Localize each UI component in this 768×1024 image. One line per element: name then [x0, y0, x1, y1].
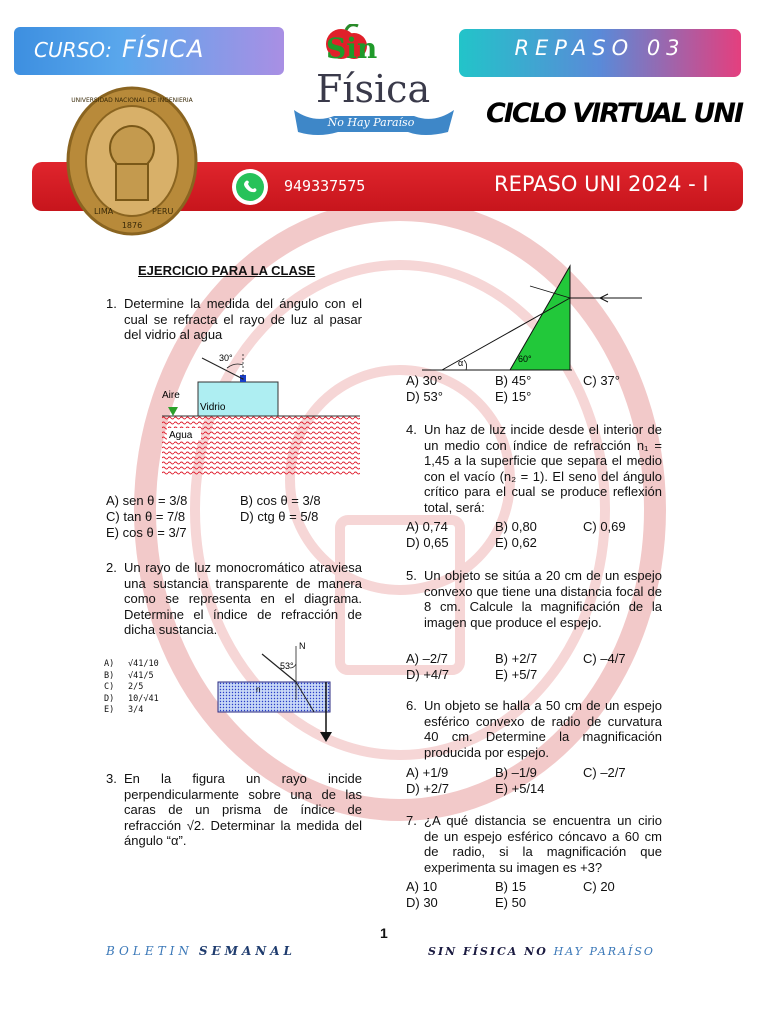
- option-e[interactable]: E) 3/4: [104, 705, 144, 715]
- option-a[interactable]: A) sen θ = 3/8: [106, 493, 188, 508]
- option-a[interactable]: A) –2/7: [406, 651, 448, 666]
- footer-slogan-1: SIN FÍSICA NO: [428, 945, 548, 958]
- fig3-angle: 60°: [518, 354, 532, 364]
- option-b[interactable]: B) +2/7: [495, 651, 538, 666]
- option-e[interactable]: E) +5/14: [495, 781, 545, 796]
- footer-semanal: SEMANAL: [198, 944, 296, 958]
- option-d[interactable]: D) ctg θ = 5/8: [240, 509, 319, 524]
- options-q4: [406, 519, 636, 551]
- course-label: [34, 35, 204, 63]
- option-d[interactable]: D) 30: [406, 895, 438, 910]
- seal-icon: [66, 86, 198, 236]
- option-b[interactable]: B) cos θ = 3/8: [240, 493, 321, 508]
- option-e[interactable]: E) +5/7: [495, 667, 538, 682]
- option-d[interactable]: D) 10/√41: [104, 693, 159, 704]
- option-c[interactable]: C) –4/7: [583, 651, 626, 666]
- question-7: [406, 813, 662, 875]
- options-q5: [406, 651, 636, 683]
- question-number: 1.: [106, 296, 117, 311]
- logo-tagline: No Hay Paraíso: [327, 116, 415, 129]
- options-q1: [106, 493, 366, 541]
- phone-number[interactable]: 949337575: [284, 177, 366, 195]
- fig2-angle: 53°: [280, 661, 294, 671]
- options-q6: [406, 765, 636, 797]
- option-a[interactable]: A) 30°: [406, 373, 443, 388]
- option-b[interactable]: B) 0,80: [495, 519, 537, 534]
- footer-slogan-2: HAY PARAÍSO: [553, 945, 655, 958]
- option-d[interactable]: D) 0,65: [406, 535, 449, 550]
- seal-year: 1876: [121, 221, 143, 230]
- question-1: [106, 296, 362, 343]
- option-c[interactable]: C) 20: [583, 879, 615, 894]
- question-6: [406, 698, 662, 760]
- footer-right: [428, 945, 655, 958]
- exam-title: REPASO UNI 2024 - I: [494, 172, 709, 196]
- repaso-label: REPASO 03: [514, 36, 686, 60]
- fig1-aire: Aire: [162, 390, 180, 401]
- footer-left: [106, 944, 296, 958]
- seal-lima: LIMA: [94, 207, 114, 216]
- cycle-title: CICLO VIRTUAL UNI: [486, 98, 742, 129]
- whatsapp-icon[interactable]: [231, 168, 269, 206]
- option-c[interactable]: C) 2/5: [104, 682, 144, 692]
- sin-fisica-logo: [286, 24, 456, 138]
- question-text: ¿A qué distancia se encuentra un cirio de un espejo esférico cóncavo a 60 cm de radio, si la magnificación que experimenta su imagen es +3?: [424, 813, 662, 875]
- question-number: 5.: [406, 568, 417, 583]
- option-d[interactable]: D) 53°: [406, 389, 443, 404]
- page-number: 1: [380, 925, 388, 941]
- option-e[interactable]: E) 15°: [495, 389, 532, 404]
- option-c[interactable]: C) tan θ = 7/8: [106, 509, 186, 524]
- seal-top-text: UNIVERSIDAD NACIONAL DE INGENIERIA: [71, 97, 193, 104]
- option-c[interactable]: C) 37°: [583, 373, 620, 388]
- question-5: [406, 568, 662, 630]
- option-a[interactable]: A) +1/9: [406, 765, 449, 780]
- question-number: 7.: [406, 813, 417, 828]
- option-a[interactable]: A) 0,74: [406, 519, 448, 534]
- fig1-agua: Agua: [169, 430, 193, 441]
- option-c[interactable]: C) 0,69: [583, 519, 626, 534]
- option-a[interactable]: A) 10: [406, 879, 438, 894]
- question-text: Determine la medida del ángulo con el cual se refracta el rayo de luz al pasar del vidrio al agua: [124, 296, 362, 342]
- fig2-normal: N: [299, 641, 306, 651]
- seal-peru: PERU: [152, 207, 174, 216]
- option-e[interactable]: E) 0,62: [495, 535, 537, 550]
- option-b[interactable]: B) √41/5: [104, 670, 154, 681]
- course-value: FÍSICA: [122, 35, 205, 63]
- figure-slab: [216, 640, 336, 750]
- question-3: [106, 771, 362, 849]
- question-text: En la figura un rayo incide perpendicularmente sobre una de las caras de un prisma de índice de refracción √2. Determinar la medida del ángulo “α”.: [124, 771, 362, 848]
- option-b[interactable]: B) –1/9: [495, 765, 537, 780]
- fig1-angle: 30°: [219, 353, 233, 363]
- fig2-n: n: [256, 685, 261, 694]
- option-e[interactable]: E) cos θ = 3/7: [106, 525, 187, 540]
- course-key: CURSO:: [34, 38, 113, 62]
- option-d[interactable]: D) +2/7: [406, 781, 449, 796]
- question-4: [406, 422, 662, 515]
- question-number: 2.: [106, 560, 117, 575]
- options-q2: [104, 659, 159, 717]
- question-number: 4.: [406, 422, 417, 437]
- option-b[interactable]: B) 15: [495, 879, 527, 894]
- question-2: [106, 560, 362, 638]
- fig3-alpha: α: [458, 358, 464, 368]
- logo-sin: Sin: [326, 32, 378, 65]
- option-e[interactable]: E) 50: [495, 895, 527, 910]
- figure-prism: [422, 262, 652, 372]
- option-b[interactable]: B) 45°: [495, 373, 532, 388]
- fig1-vidrio: Vidrio: [200, 402, 226, 413]
- question-text: Un objeto se halla a 50 cm de un espejo esférico convexo de radio de curvatura 40 cm. Determine la magnificación producida por espejo.: [424, 698, 662, 760]
- options-q7: [406, 879, 636, 911]
- option-c[interactable]: C) –2/7: [583, 765, 626, 780]
- question-text: Un haz de luz incide desde el interior de un medio con índice de refracción n₁ = 1,45 a la superficie que separa el medio con el vacío (n₂ = 1). El seno del ángulo crítico para el cual se produce reflexión total, será:: [424, 422, 662, 515]
- question-number: 6.: [406, 698, 417, 713]
- logo-fisica: Física: [316, 67, 431, 111]
- figure-glass-water: [162, 350, 362, 478]
- question-text: Un rayo de luz monocromático atraviesa una sustancia transparente de manera como se representa en el diagrama. Determine el índice de refracción de dicha sustancia.: [124, 560, 362, 637]
- option-d[interactable]: D) +4/7: [406, 667, 449, 682]
- option-a[interactable]: A) √41/10: [104, 659, 159, 669]
- section-title: EJERCICIO PARA LA CLASE: [138, 263, 316, 278]
- options-q3: [406, 373, 636, 405]
- question-text: Un objeto se sitúa a 20 cm de un espejo convexo que tiene una distancia focal de 8 cm. Calcule la magnificación de la imagen que produce el espejo.: [424, 568, 662, 630]
- question-number: 3.: [106, 771, 117, 786]
- footer-boletin: BOLETIN: [106, 944, 193, 958]
